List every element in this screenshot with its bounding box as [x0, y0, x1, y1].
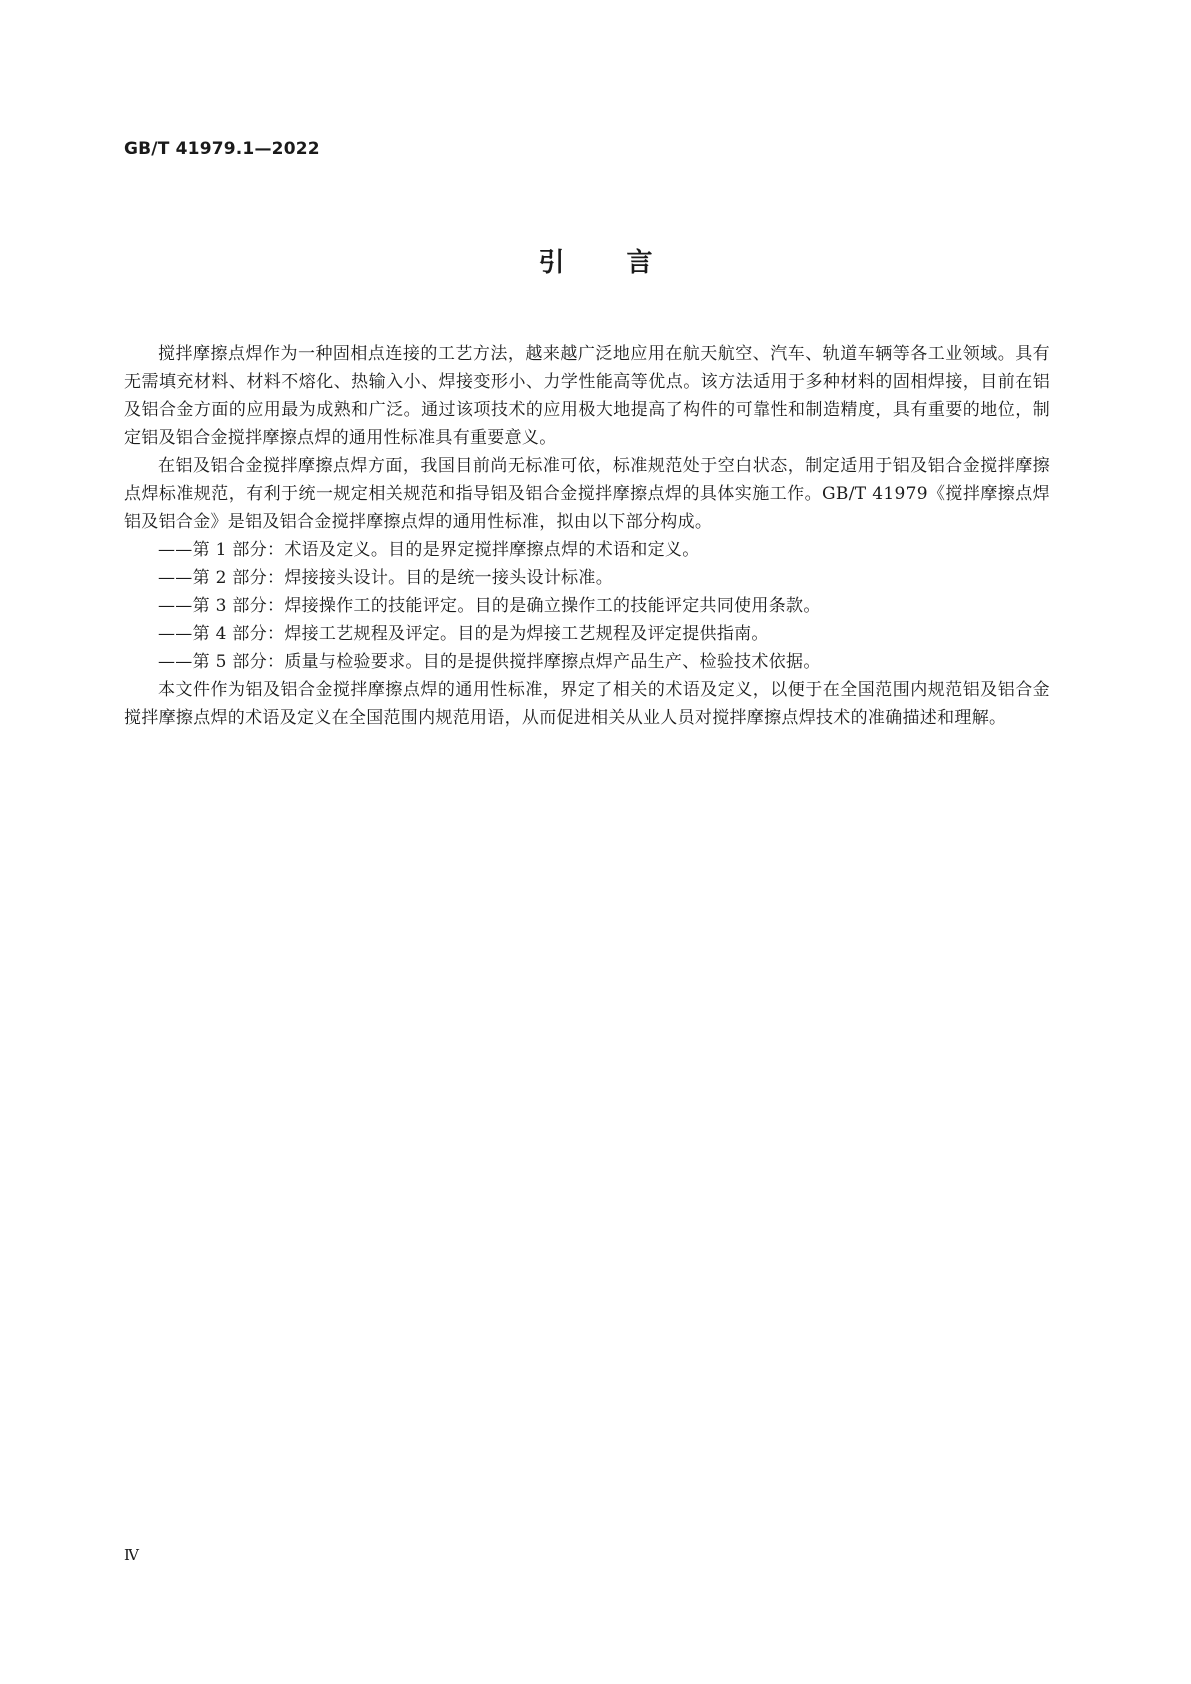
list-item-part-4: ——第 4 部分：焊接工艺规程及评定。目的是为焊接工艺规程及评定提供指南。: [158, 624, 769, 644]
paragraph-structure: 在铝及铝合金搅拌摩擦点焊方面，我国目前尚无标准可依，标准规范处于空白状态，制定适用于铝及铝合金搅拌摩擦点焊标准规范，有利于统一规定相关规范和指导铝及铝合金搅拌摩擦点焊的具体实施工作。GB/T 41979《搅拌摩擦点焊 铝及铝合金》是铝及铝合金搅拌摩擦点焊的通用性标准，拟由以下部分构成。: [124, 456, 1068, 532]
list-item-part-5: ——第 5 部分：质量与检验要求。目的是提供搅拌摩擦点焊产品生产、检验技术依据。: [158, 652, 821, 672]
page-number: Ⅳ: [124, 1546, 139, 1564]
list-item-part-2: ——第 2 部分：焊接接头设计。目的是统一接头设计标准。: [158, 568, 614, 588]
paragraph-intro: 搅拌摩擦点焊作为一种固相点连接的工艺方法，越来越广泛地应用在航天航空、汽车、轨道车辆等各工业领域。具有无需填充材料、材料不熔化、热输入小、焊接变形小、力学性能高等优点。该方法适用于多种材料的固相焊接，目前在铝及铝合金方面的应用最为成熟和广泛。通过该项技术的应用极大地提高了构件的可靠性和制造精度，具有重要的地位，制定铝及铝合金搅拌摩擦点焊的通用性标准具有重要意义。: [124, 344, 1050, 448]
list-item-part-3: ——第 3 部分：焊接操作工的技能评定。目的是确立操作工的技能评定共同使用条款。: [158, 596, 821, 616]
document-body: [124, 340, 1068, 732]
standard-number: GB/T 41979.1—2022: [124, 139, 320, 159]
list-item-part-1: ——第 1 部分：术语及定义。目的是界定搅拌摩擦点焊的术语和定义。: [158, 540, 700, 560]
page-title: 引言: [538, 248, 715, 278]
paragraph-closing: 本文件作为铝及铝合金搅拌摩擦点焊的通用性标准，界定了相关的术语及定义，以便于在全国范围内规范铝及铝合金搅拌摩擦点焊的术语及定义在全国范围内规范用语，从而促进相关从业人员对搅拌摩擦点焊技术的准确描述和理解。: [124, 680, 1050, 728]
